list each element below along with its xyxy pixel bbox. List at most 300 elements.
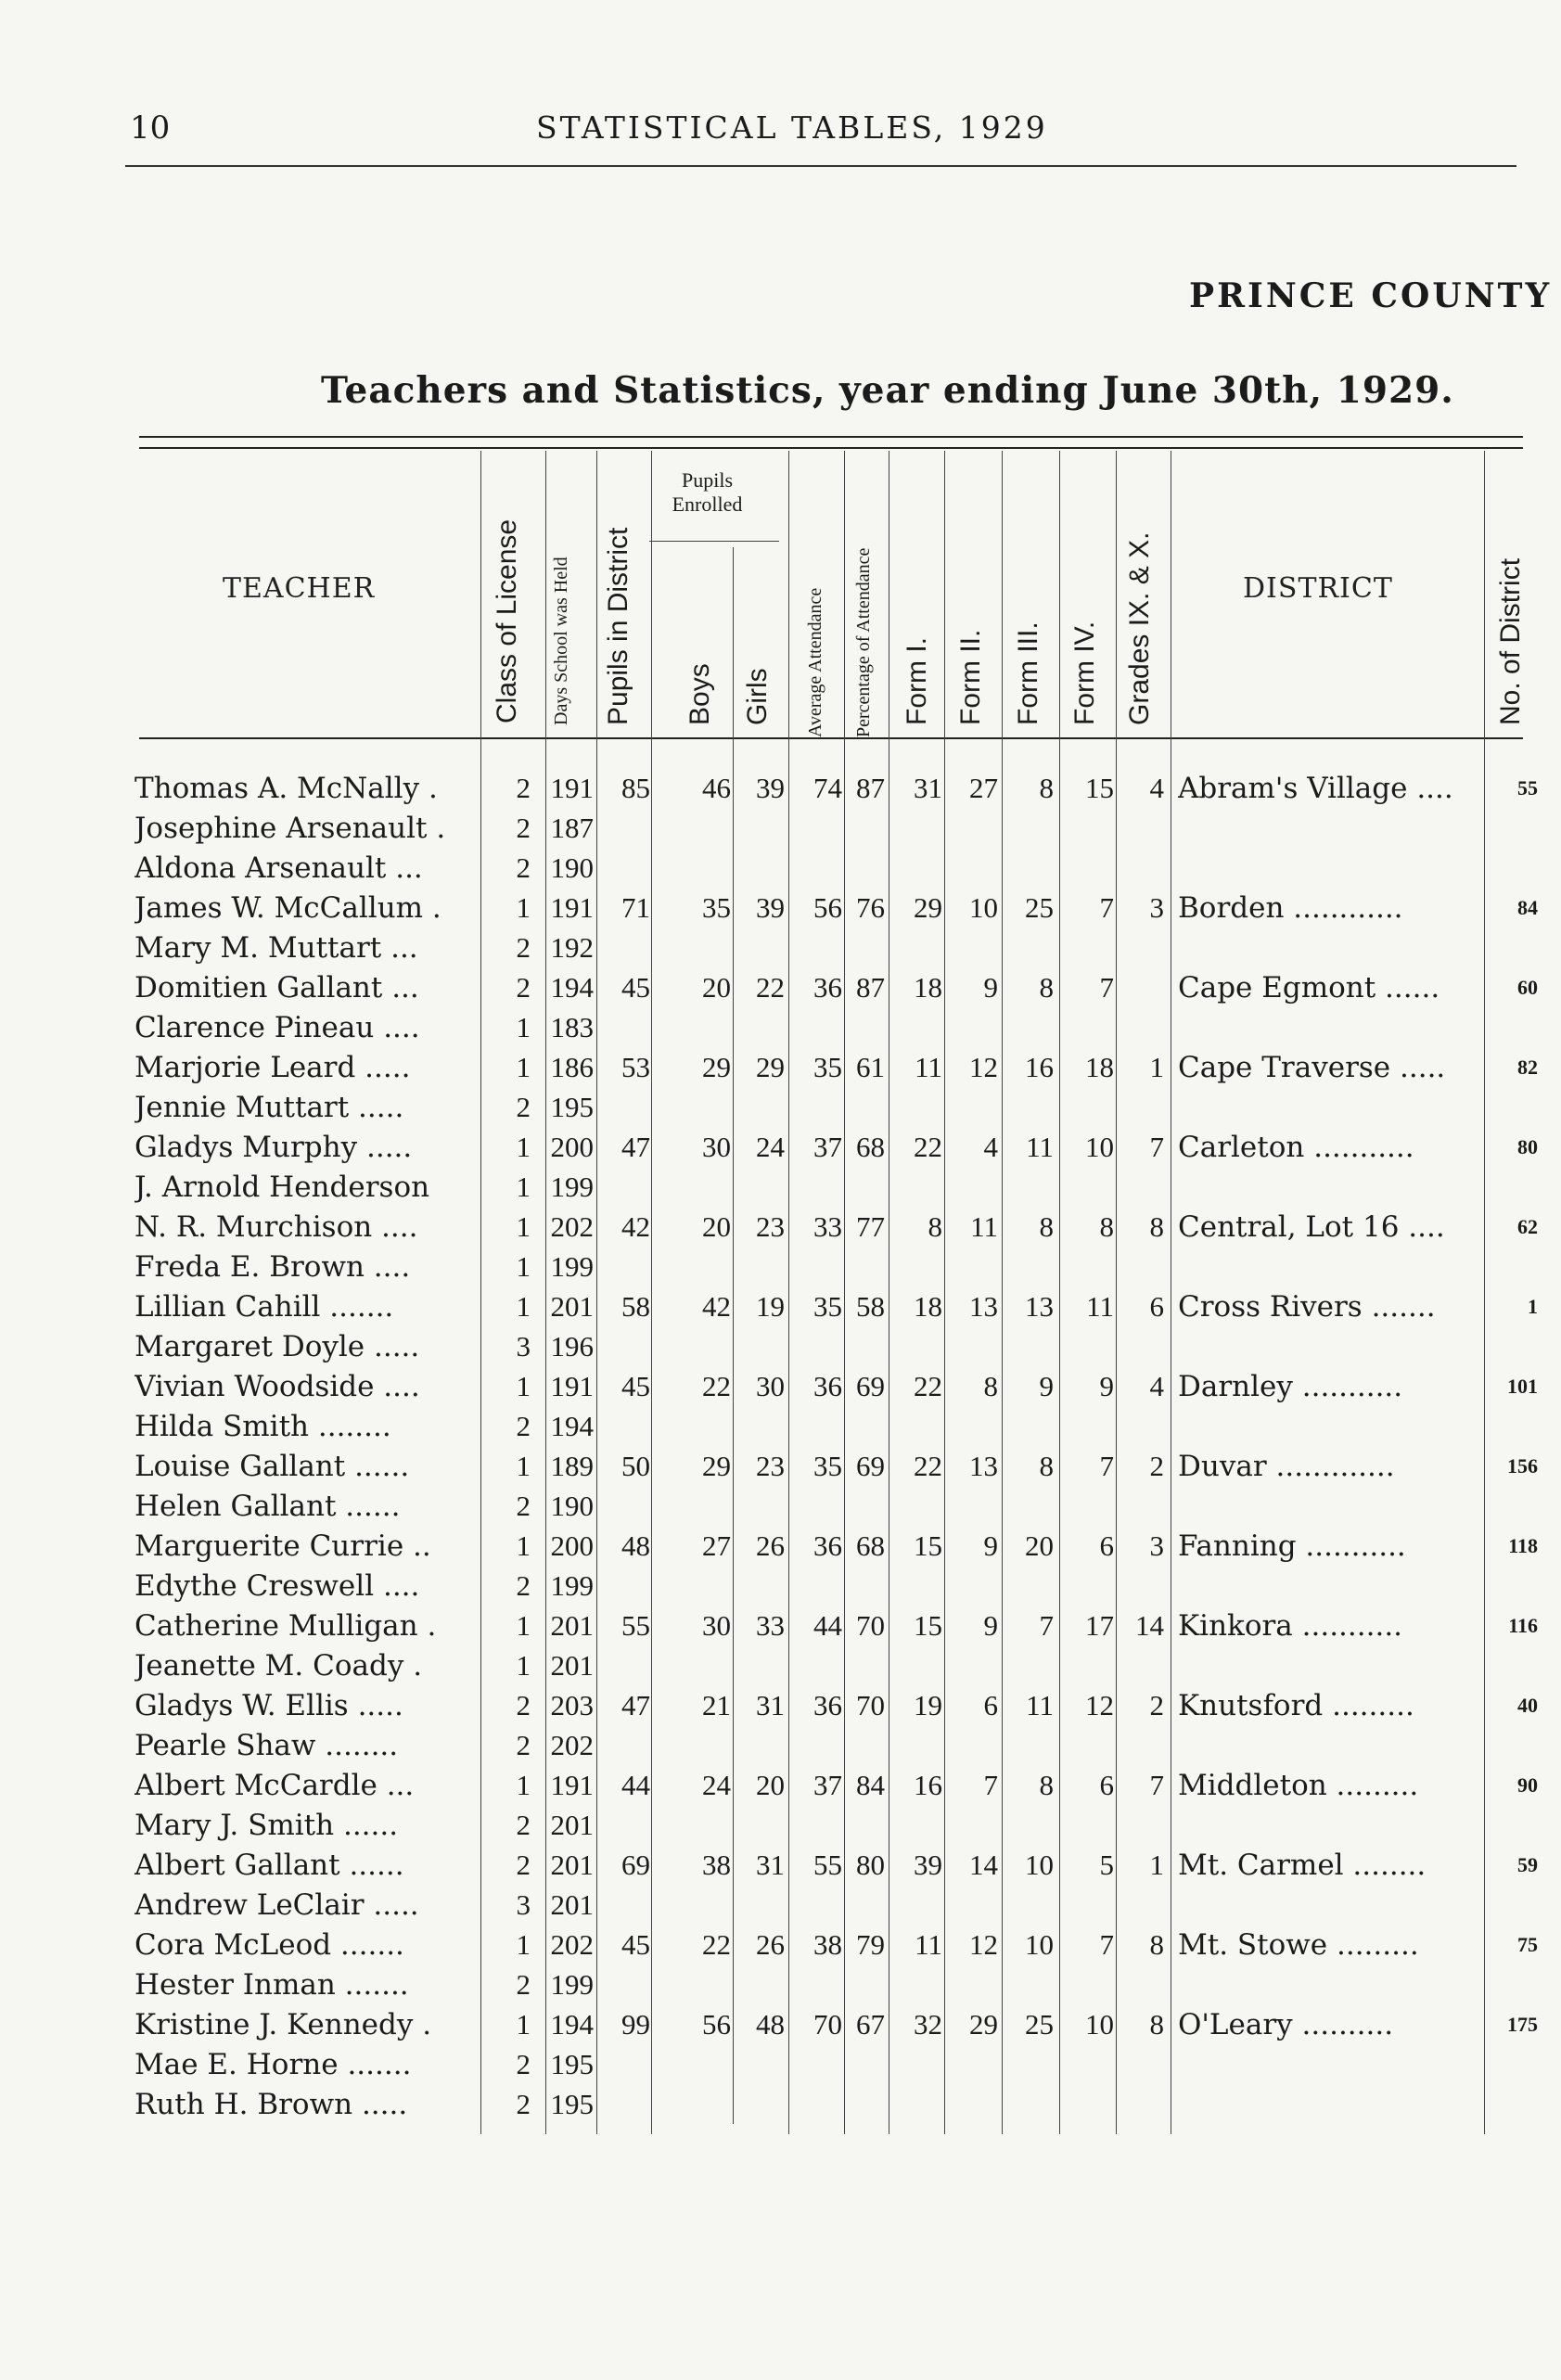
pupils-in-district: 47: [621, 1131, 650, 1163]
class-of-license: 2: [516, 1729, 531, 1761]
form-1-count: 8: [928, 1210, 942, 1243]
form-4-count: 11: [1086, 1290, 1114, 1323]
class-of-license: 2: [516, 772, 531, 804]
form-1-count: 31: [914, 772, 942, 804]
girls-enrolled: 30: [756, 1370, 785, 1402]
table-row: [0, 1849, 1561, 1888]
form-3-count: 8: [1039, 1450, 1054, 1482]
percentage-attendance: 70: [856, 1609, 885, 1642]
table-row: [0, 1290, 1561, 1330]
class-of-license: 2: [516, 2048, 531, 2080]
boys-enrolled: 46: [702, 772, 731, 804]
header-class-of-license: Class of License: [492, 518, 522, 723]
district-name: Kinkora ...........: [1178, 1609, 1403, 1643]
teacher-name: James W. McCallum .: [134, 891, 441, 925]
girls-enrolled: 24: [756, 1131, 785, 1163]
days-school-held: 201: [550, 1888, 594, 1921]
district-number: 82: [1517, 1056, 1538, 1079]
average-attendance: 33: [813, 1210, 842, 1243]
class-of-license: 1: [516, 1171, 531, 1203]
teacher-name: N. R. Murchison ....: [134, 1210, 418, 1244]
form-4-count: 6: [1099, 1529, 1114, 1562]
average-attendance: 70: [813, 2008, 842, 2041]
boys-enrolled: 24: [702, 1769, 731, 1801]
average-attendance: 36: [813, 1689, 842, 1721]
district-name: Cape Egmont ......: [1178, 971, 1440, 1004]
class-of-license: 1: [516, 1769, 531, 1801]
pupils-in-district: 47: [621, 1689, 650, 1721]
table-row: [0, 1091, 1561, 1131]
district-name: Borden ............: [1178, 891, 1403, 925]
table-row: [0, 1450, 1561, 1490]
class-of-license: 1: [516, 1250, 531, 1283]
class-of-license: 1: [516, 1370, 531, 1402]
average-attendance: 36: [813, 971, 842, 1004]
district-number: 84: [1517, 896, 1538, 919]
district-number: 60: [1517, 976, 1538, 999]
district-name: Duvar .............: [1178, 1450, 1395, 1483]
table-row: [0, 812, 1561, 851]
days-school-held: 202: [550, 1210, 594, 1243]
table-row: [0, 931, 1561, 971]
percentage-attendance: 76: [856, 891, 885, 924]
days-school-held: 191: [550, 1370, 594, 1402]
boys-enrolled: 22: [702, 1928, 731, 1961]
grades-ix-x-count: 7: [1149, 1131, 1164, 1163]
days-school-held: 201: [550, 1609, 594, 1642]
table-row: [0, 851, 1561, 891]
days-school-held: 186: [550, 1051, 594, 1083]
grades-ix-x-count: 6: [1149, 1290, 1164, 1323]
days-school-held: 200: [550, 1131, 594, 1163]
table-row: [0, 1609, 1561, 1649]
form-4-count: 7: [1099, 891, 1114, 924]
form-3-count: 8: [1039, 1769, 1054, 1801]
girls-enrolled: 26: [756, 1928, 785, 1961]
percentage-attendance: 58: [856, 1290, 885, 1323]
form-2-count: 13: [969, 1290, 998, 1323]
girls-enrolled: 19: [756, 1290, 785, 1323]
percentage-attendance: 87: [856, 772, 885, 804]
days-school-held: 192: [550, 931, 594, 964]
teacher-name: Clarence Pineau ....: [134, 1011, 420, 1044]
grades-ix-x-count: 3: [1149, 1529, 1164, 1562]
form-2-count: 27: [969, 772, 998, 804]
teacher-name: Vivian Woodside ....: [134, 1370, 420, 1403]
class-of-license: 1: [516, 1928, 531, 1961]
form-1-count: 18: [914, 1290, 942, 1323]
form-3-count: 13: [1025, 1290, 1054, 1323]
days-school-held: 194: [550, 2008, 594, 2041]
percentage-attendance: 67: [856, 2008, 885, 2041]
table-row: [0, 1689, 1561, 1729]
form-2-count: 7: [983, 1769, 998, 1801]
table-row: [0, 1569, 1561, 1609]
teacher-name: Ruth H. Brown .....: [134, 2088, 408, 2121]
average-attendance: 36: [813, 1529, 842, 1562]
table-row: [0, 1809, 1561, 1849]
pupils-in-district: 42: [621, 1210, 650, 1243]
teacher-name: Louise Gallant ......: [134, 1450, 410, 1483]
form-2-count: 9: [983, 971, 998, 1004]
percentage-attendance: 77: [856, 1210, 885, 1243]
table-subtitle: Teachers and Statistics, year ending June 30th, 1929.: [321, 369, 1454, 412]
form-2-count: 12: [969, 1928, 998, 1961]
district-number: 1: [1528, 1295, 1538, 1318]
form-2-count: 9: [983, 1609, 998, 1642]
running-head: [0, 109, 1561, 165]
table-row: [0, 1370, 1561, 1410]
form-4-count: 12: [1085, 1689, 1114, 1721]
girls-enrolled: 31: [756, 1849, 785, 1881]
class-of-license: 2: [516, 851, 531, 884]
girls-enrolled: 48: [756, 2008, 785, 2041]
girls-enrolled: 31: [756, 1689, 785, 1721]
table-row: [0, 1131, 1561, 1171]
days-school-held: 194: [550, 1410, 594, 1442]
average-attendance: 35: [813, 1290, 842, 1323]
form-4-count: 8: [1099, 1210, 1114, 1243]
district-number: 62: [1517, 1215, 1538, 1238]
form-3-count: 25: [1025, 2008, 1054, 2041]
teacher-name: Hilda Smith ........: [134, 1410, 391, 1443]
district-name: Abram's Village ....: [1178, 772, 1453, 805]
days-school-held: 201: [550, 1809, 594, 1841]
grades-ix-x-count: 4: [1149, 1370, 1164, 1402]
district-number: 80: [1517, 1135, 1538, 1158]
percentage-attendance: 70: [856, 1689, 885, 1721]
form-2-count: 13: [969, 1450, 998, 1482]
boys-enrolled: 29: [702, 1450, 731, 1482]
teacher-name: Mae E. Horne .......: [134, 2048, 412, 2081]
average-attendance: 55: [813, 1849, 842, 1881]
running-title: STATISTICAL TABLES, 1929: [536, 109, 1048, 146]
table-row: [0, 1928, 1561, 1968]
boys-enrolled: 27: [702, 1529, 731, 1562]
table-row: [0, 1729, 1561, 1769]
pupils-in-district: 44: [621, 1769, 650, 1801]
form-4-count: 7: [1099, 1450, 1114, 1482]
pupils-in-district: 45: [621, 971, 650, 1004]
teacher-name: Aldona Arsenault ...: [134, 851, 423, 885]
teacher-name: Pearle Shaw ........: [134, 1729, 399, 1762]
teacher-name: Marguerite Currie ..: [134, 1529, 431, 1563]
form-3-count: 11: [1026, 1689, 1054, 1721]
form-4-count: 10: [1085, 1131, 1114, 1163]
days-school-held: 201: [550, 1649, 594, 1682]
district-number: 101: [1507, 1375, 1538, 1398]
district-name: Cross Rivers .......: [1178, 1290, 1436, 1324]
district-number: 116: [1508, 1614, 1538, 1637]
form-3-count: 20: [1025, 1529, 1054, 1562]
teacher-name: Freda E. Brown ....: [134, 1250, 411, 1284]
table-row: [0, 1888, 1561, 1928]
pupils-in-district: 45: [621, 1370, 650, 1402]
teacher-name: Gladys Murphy .....: [134, 1131, 413, 1164]
table-row: [0, 1769, 1561, 1809]
table-top-rule: [139, 436, 1523, 438]
girls-enrolled: 26: [756, 1529, 785, 1562]
days-school-held: 201: [550, 1290, 594, 1323]
days-school-held: 195: [550, 2088, 594, 2120]
class-of-license: 1: [516, 1011, 531, 1043]
teacher-name: Josephine Arsenault .: [134, 812, 446, 845]
table-row: [0, 772, 1561, 812]
girls-enrolled: 29: [756, 1051, 785, 1083]
boys-enrolled: 56: [702, 2008, 731, 2041]
pupils-in-district: 71: [621, 891, 650, 924]
form-2-count: 12: [969, 1051, 998, 1083]
average-attendance: 56: [813, 891, 842, 924]
header-teacher: TEACHER: [223, 572, 376, 605]
class-of-license: 1: [516, 1290, 531, 1323]
class-of-license: 2: [516, 1490, 531, 1522]
form-2-count: 8: [983, 1370, 998, 1402]
days-school-held: 200: [550, 1529, 594, 1562]
grades-ix-x-count: 1: [1149, 1849, 1164, 1881]
county-heading: PRINCE COUNTY: [1189, 276, 1553, 315]
header-form-3: Form III.: [1013, 621, 1043, 725]
days-school-held: 203: [550, 1689, 594, 1721]
form-1-count: 22: [914, 1370, 942, 1402]
class-of-license: 1: [516, 891, 531, 924]
header-average-attendance: Average Attendance: [805, 587, 825, 737]
girls-enrolled: 20: [756, 1769, 785, 1801]
days-school-held: 199: [550, 1171, 594, 1203]
class-of-license: 2: [516, 1849, 531, 1881]
teacher-name: Gladys W. Ellis .....: [134, 1689, 403, 1722]
table-row: [0, 1529, 1561, 1569]
page-number: 10: [130, 109, 171, 147]
header-form-1: Form I.: [902, 637, 932, 725]
form-1-count: 29: [914, 891, 942, 924]
district-number: 156: [1507, 1454, 1538, 1478]
days-school-held: 196: [550, 1330, 594, 1363]
form-1-count: 15: [914, 1609, 942, 1642]
percentage-attendance: 80: [856, 1849, 885, 1881]
teacher-name: Andrew LeClair .....: [134, 1888, 419, 1922]
teacher-name: Lillian Cahill .......: [134, 1290, 394, 1324]
table-row: [0, 1011, 1561, 1051]
form-3-count: 11: [1026, 1131, 1054, 1163]
form-4-count: 7: [1099, 971, 1114, 1004]
grades-ix-x-count: 8: [1149, 2008, 1164, 2041]
form-3-count: 10: [1025, 1849, 1054, 1881]
header-days-school-held: Days School was Held: [551, 557, 571, 725]
form-4-count: 9: [1099, 1370, 1114, 1402]
header-boys: Boys: [685, 663, 715, 725]
form-4-count: 15: [1085, 772, 1114, 804]
form-4-count: 7: [1099, 1928, 1114, 1961]
grades-ix-x-count: 14: [1135, 1609, 1164, 1642]
header-girls: Girls: [742, 668, 773, 725]
percentage-attendance: 79: [856, 1928, 885, 1961]
days-school-held: 183: [550, 1011, 594, 1043]
class-of-license: 3: [516, 1888, 531, 1921]
district-name: Knutsford .........: [1178, 1689, 1414, 1722]
form-1-count: 22: [914, 1131, 942, 1163]
form-2-count: 9: [983, 1529, 998, 1562]
header-percentage-attendance: Percentage of Attendance: [853, 547, 874, 737]
teacher-name: Albert Gallant ......: [134, 1849, 404, 1882]
table-top-rule-double: [139, 447, 1523, 449]
days-school-held: 190: [550, 851, 594, 884]
teacher-name: Marjorie Leard .....: [134, 1051, 411, 1084]
teacher-name: Jennie Muttart .....: [134, 1091, 404, 1124]
teacher-name: Catherine Mulligan .: [134, 1609, 437, 1643]
boys-enrolled: 42: [702, 1290, 731, 1323]
class-of-license: 2: [516, 1410, 531, 1442]
class-of-license: 2: [516, 1569, 531, 1602]
days-school-held: 195: [550, 1091, 594, 1123]
girls-enrolled: 39: [756, 891, 785, 924]
class-of-license: 1: [516, 1131, 531, 1163]
days-school-held: 199: [550, 1968, 594, 2001]
percentage-attendance: 84: [856, 1769, 885, 1801]
class-of-license: 2: [516, 1968, 531, 2001]
boys-enrolled: 20: [702, 1210, 731, 1243]
grades-ix-x-count: 7: [1149, 1769, 1164, 1801]
percentage-attendance: 68: [856, 1529, 885, 1562]
teacher-name: Mary M. Muttart ...: [134, 931, 418, 965]
class-of-license: 2: [516, 971, 531, 1004]
class-of-license: 1: [516, 2008, 531, 2041]
table-row: [0, 1171, 1561, 1210]
average-attendance: 37: [813, 1131, 842, 1163]
teacher-name: Helen Gallant ......: [134, 1490, 401, 1523]
pupils-enrolled-rule: [649, 541, 779, 542]
district-name: Carleton ...........: [1178, 1131, 1414, 1164]
pupils-in-district: 69: [621, 1849, 650, 1881]
pupils-in-district: 50: [621, 1450, 650, 1482]
percentage-attendance: 69: [856, 1370, 885, 1402]
pupils-in-district: 55: [621, 1609, 650, 1642]
district-name: Central, Lot 16 ....: [1178, 1210, 1445, 1244]
days-school-held: 199: [550, 1569, 594, 1602]
days-school-held: 191: [550, 1769, 594, 1801]
header-form-4: Form IV.: [1069, 621, 1100, 725]
girls-enrolled: 39: [756, 772, 785, 804]
pupils-in-district: 58: [621, 1290, 650, 1323]
percentage-attendance: 61: [856, 1051, 885, 1083]
header-no-of-district: No. of District: [1495, 557, 1526, 725]
class-of-license: 2: [516, 1091, 531, 1123]
pupils-in-district: 45: [621, 1928, 650, 1961]
form-1-count: 16: [914, 1769, 942, 1801]
class-of-license: 1: [516, 1529, 531, 1562]
table-row: [0, 2048, 1561, 2088]
class-of-license: 3: [516, 1330, 531, 1363]
average-attendance: 44: [813, 1609, 842, 1642]
header-form-2: Form II.: [955, 629, 986, 725]
form-2-count: 29: [969, 2008, 998, 2041]
district-name: Middleton .........: [1178, 1769, 1419, 1802]
teacher-name: Kristine J. Kennedy .: [134, 2008, 432, 2041]
teacher-name: Albert McCardle ...: [134, 1769, 415, 1802]
district-number: 59: [1517, 1853, 1538, 1876]
teacher-name: Domitien Gallant ...: [134, 971, 419, 1004]
form-2-count: 6: [983, 1689, 998, 1721]
teacher-name: Jeanette M. Coady .: [134, 1649, 423, 1683]
form-3-count: 10: [1025, 1928, 1054, 1961]
girls-enrolled: 33: [756, 1609, 785, 1642]
form-3-count: 8: [1039, 1210, 1054, 1243]
form-2-count: 10: [969, 891, 998, 924]
table-row: [0, 971, 1561, 1011]
table-row: [0, 1250, 1561, 1290]
district-number: 118: [1508, 1534, 1538, 1557]
grades-ix-x-count: 3: [1149, 891, 1164, 924]
district-name: Fanning ...........: [1178, 1529, 1406, 1563]
average-attendance: 37: [813, 1769, 842, 1801]
table-row: [0, 2088, 1561, 2128]
pupils-in-district: 53: [621, 1051, 650, 1083]
days-school-held: 195: [550, 2048, 594, 2080]
boys-enrolled: 21: [702, 1689, 731, 1721]
grades-ix-x-count: 2: [1149, 1689, 1164, 1721]
district-number: 40: [1517, 1694, 1538, 1717]
grades-ix-x-count: 1: [1149, 1051, 1164, 1083]
average-attendance: 38: [813, 1928, 842, 1961]
boys-enrolled: 30: [702, 1131, 731, 1163]
form-3-count: 25: [1025, 891, 1054, 924]
percentage-attendance: 68: [856, 1131, 885, 1163]
percentage-attendance: 87: [856, 971, 885, 1004]
teacher-name: Cora McLeod .......: [134, 1928, 404, 1962]
table-row: [0, 1330, 1561, 1370]
days-school-held: 187: [550, 812, 594, 844]
header-pupils-in-district: Pupils in District: [603, 527, 633, 725]
district-name: O'Leary ..........: [1178, 2008, 1394, 2041]
form-3-count: 9: [1039, 1370, 1054, 1402]
class-of-license: 2: [516, 812, 531, 844]
class-of-license: 1: [516, 1051, 531, 1083]
table-row: [0, 1051, 1561, 1091]
class-of-license: 1: [516, 1210, 531, 1243]
grades-ix-x-count: 8: [1149, 1210, 1164, 1243]
header-grades-ix-x: Grades IX. & X.: [1124, 531, 1155, 725]
grades-ix-x-count: 4: [1149, 772, 1164, 804]
table-row: [0, 1649, 1561, 1689]
form-4-count: 6: [1099, 1769, 1114, 1801]
days-school-held: 201: [550, 1849, 594, 1881]
form-3-count: 8: [1039, 772, 1054, 804]
class-of-license: 2: [516, 931, 531, 964]
form-1-count: 11: [915, 1928, 942, 1961]
form-1-count: 32: [914, 2008, 942, 2041]
district-number: 55: [1517, 776, 1538, 800]
district-name: Mt. Carmel ........: [1178, 1849, 1427, 1882]
pupils-in-district: 48: [621, 1529, 650, 1562]
form-2-count: 14: [969, 1849, 998, 1881]
form-4-count: 5: [1099, 1849, 1114, 1881]
form-1-count: 18: [914, 971, 942, 1004]
average-attendance: 35: [813, 1450, 842, 1482]
boys-enrolled: 38: [702, 1849, 731, 1881]
form-3-count: 7: [1039, 1609, 1054, 1642]
girls-enrolled: 23: [756, 1210, 785, 1243]
pupils-in-district: 85: [621, 772, 650, 804]
boys-enrolled: 30: [702, 1609, 731, 1642]
teacher-name: J. Arnold Henderson: [134, 1171, 430, 1204]
class-of-license: 1: [516, 1649, 531, 1682]
class-of-license: 2: [516, 1809, 531, 1841]
header-bottom-rule: [139, 737, 1523, 739]
form-1-count: 19: [914, 1689, 942, 1721]
days-school-held: 202: [550, 1729, 594, 1761]
table-row: [0, 1490, 1561, 1529]
district-name: Darnley ...........: [1178, 1370, 1403, 1403]
